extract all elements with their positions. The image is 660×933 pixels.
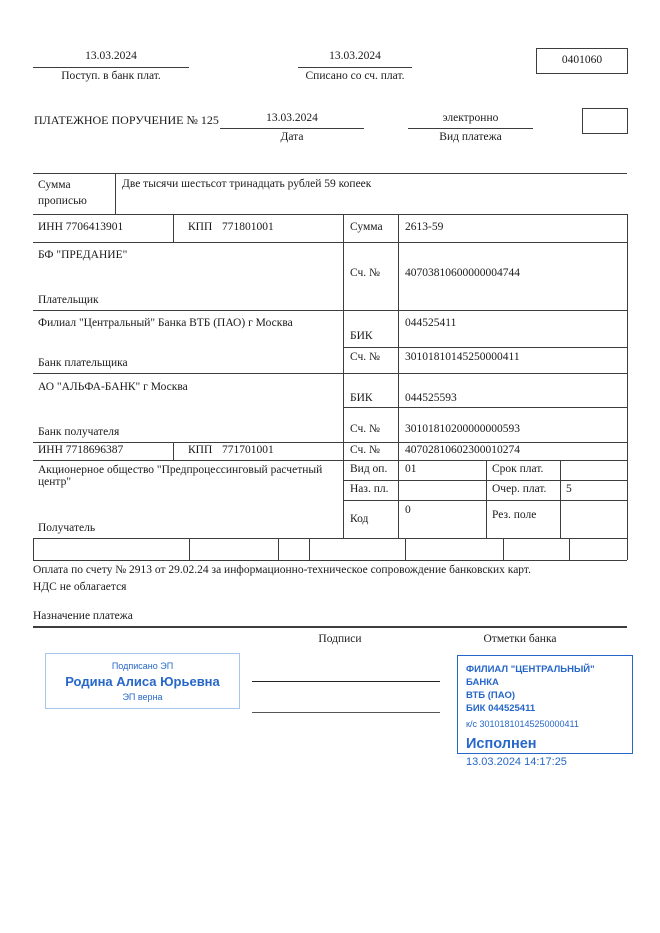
received-date-underline bbox=[33, 67, 189, 68]
rule bbox=[278, 538, 279, 560]
bank-stamp-bank: ВТБ (ПАО) bbox=[466, 690, 516, 701]
payee-name: Акционерное общество "Предпроцессинговый расчетный центр" bbox=[38, 464, 323, 488]
payee-account-label: Сч. № bbox=[350, 444, 381, 456]
payee-inn: ИНН 7718696387 bbox=[38, 444, 124, 456]
rule bbox=[405, 538, 406, 560]
rule bbox=[33, 460, 627, 461]
rule bbox=[309, 538, 310, 560]
debited-date-underline bbox=[298, 67, 412, 68]
payer-bank-bik-value: 044525411 bbox=[405, 317, 457, 329]
payer-bank-bik-label: БИК bbox=[350, 330, 373, 342]
received-date-label: Поступ. в банк плат. bbox=[61, 70, 161, 82]
signature-stamp bbox=[45, 653, 240, 709]
rule bbox=[398, 214, 399, 538]
amount-words-label: Сумма прописью bbox=[38, 179, 87, 207]
purpose-code-label: Наз. пл. bbox=[350, 483, 389, 495]
code-label: Код bbox=[350, 513, 369, 525]
purpose-label: Назначение платежа bbox=[33, 610, 133, 622]
amount-words: Две тысячи шестьсот тринадцать рублей 59 копеек bbox=[122, 178, 372, 190]
rule bbox=[33, 442, 627, 443]
payment-kind-label: Вид платежа bbox=[439, 131, 502, 143]
bank-stamp bbox=[457, 655, 633, 768]
payer-bank-name: Филиал "Центральный" Банка ВТБ (ПАО) г Москва bbox=[38, 317, 293, 329]
payee-bank-label: Банк получателя bbox=[38, 426, 120, 438]
payer-account-label: Сч. № bbox=[350, 267, 381, 279]
payee-bank-account-label: Сч. № bbox=[350, 423, 381, 435]
op-type-value: 01 bbox=[405, 463, 417, 475]
rule bbox=[627, 214, 628, 560]
payer-bank-label: Банк плательщика bbox=[38, 357, 128, 369]
rule bbox=[569, 538, 570, 560]
rule bbox=[33, 173, 627, 174]
rule bbox=[173, 214, 174, 242]
payee-bank-account-value: 30101810200000000593 bbox=[405, 423, 520, 435]
reserve-label: Рез. поле bbox=[492, 509, 537, 521]
payer-bank-account-label: Сч. № bbox=[350, 351, 381, 363]
rule bbox=[173, 442, 174, 460]
bank-stamp-bik: БИК 044525411 bbox=[466, 703, 536, 714]
bank-stamp-status: Исполнен bbox=[466, 736, 537, 752]
bank-stamp-datetime: 13.03.2024 14:17:25 bbox=[466, 756, 567, 768]
payer-name: БФ "ПРЕДАНИЕ" bbox=[38, 249, 128, 261]
rule bbox=[33, 242, 627, 243]
document-title: ПЛАТЕЖНОЕ ПОРУЧЕНИЕ № 125 bbox=[34, 113, 219, 127]
status-code-box bbox=[582, 108, 628, 134]
payee-bank-bik-value: 044525593 bbox=[405, 392, 457, 404]
rule bbox=[560, 460, 561, 538]
rule bbox=[33, 214, 627, 215]
payer-account-value: 40703810600000004744 bbox=[405, 267, 520, 279]
date-underline bbox=[220, 128, 364, 129]
rule bbox=[486, 460, 487, 538]
op-type-label: Вид оп. bbox=[350, 463, 388, 475]
bank-stamp-corr-account: к/с 30101810145250000411 bbox=[466, 719, 579, 729]
form-code: 0401060 bbox=[561, 54, 603, 66]
date-value: 13.03.2024 bbox=[266, 112, 318, 124]
rule bbox=[343, 500, 627, 501]
rule bbox=[33, 310, 627, 311]
rule bbox=[343, 480, 627, 481]
form-code-box bbox=[536, 48, 628, 74]
priority-value: 5 bbox=[566, 483, 572, 495]
priority-label: Очер. плат. bbox=[492, 483, 547, 495]
payee-bank-name: АО "АЛЬФА-БАНК" г Москва bbox=[38, 381, 188, 393]
payer-inn: ИНН 7706413901 bbox=[38, 221, 124, 233]
payee-bank-bik-label: БИК bbox=[350, 392, 373, 404]
bank-stamp-branch: ФИЛИАЛ "ЦЕНТРАЛЬНЫЙ" БАНКА bbox=[466, 664, 595, 688]
rule bbox=[33, 538, 627, 539]
payer-kpp-value: 771801001 bbox=[222, 221, 274, 233]
date-label: Дата bbox=[280, 131, 304, 143]
payer-kpp-label: КПП bbox=[188, 221, 213, 233]
rule bbox=[343, 407, 627, 408]
payment-kind-value: электронно bbox=[442, 112, 499, 124]
bank-marks-label: Отметки банка bbox=[483, 633, 557, 645]
rule bbox=[33, 373, 627, 374]
vat-note: НДС не облагается bbox=[33, 581, 127, 593]
payee-kpp-label: КПП bbox=[188, 444, 213, 456]
payer-label: Плательщик bbox=[38, 294, 99, 306]
code-value: 0 bbox=[405, 504, 411, 516]
signature-line-2 bbox=[252, 712, 440, 713]
payment-kind-underline bbox=[408, 128, 533, 129]
received-date-value: 13.03.2024 bbox=[85, 50, 137, 62]
due-date-label: Срок плат. bbox=[492, 463, 544, 475]
sum-label: Сумма bbox=[350, 221, 383, 233]
signature-line-1 bbox=[252, 681, 440, 682]
payee-label: Получатель bbox=[38, 522, 96, 534]
signature-stamp-signed-label: Подписано ЭП bbox=[111, 660, 174, 671]
rule bbox=[33, 538, 34, 560]
payee-kpp-value: 771701001 bbox=[222, 444, 274, 456]
rule bbox=[33, 560, 627, 561]
rule bbox=[503, 538, 504, 560]
rule bbox=[343, 214, 344, 538]
payee-account-value: 40702810602300010274 bbox=[405, 444, 520, 456]
rule bbox=[189, 538, 190, 560]
purpose-divider bbox=[33, 626, 627, 628]
signatures-label: Подписи bbox=[318, 633, 362, 645]
payer-bank-account-value: 30101810145250000411 bbox=[405, 351, 520, 363]
signature-stamp-name: Родина Алиса Юрьевна bbox=[65, 673, 220, 689]
purpose-text: Оплата по счету № 2913 от 29.02.24 за информационно-техническое сопровождение банковских карт. bbox=[33, 564, 531, 576]
signature-stamp-valid-label: ЭП верна bbox=[122, 691, 163, 702]
debited-date-value: 13.03.2024 bbox=[329, 50, 381, 62]
sum-value: 2613-59 bbox=[405, 221, 444, 233]
rule bbox=[115, 173, 116, 214]
rule bbox=[343, 347, 627, 348]
debited-date-label: Списано со сч. плат. bbox=[305, 70, 405, 82]
